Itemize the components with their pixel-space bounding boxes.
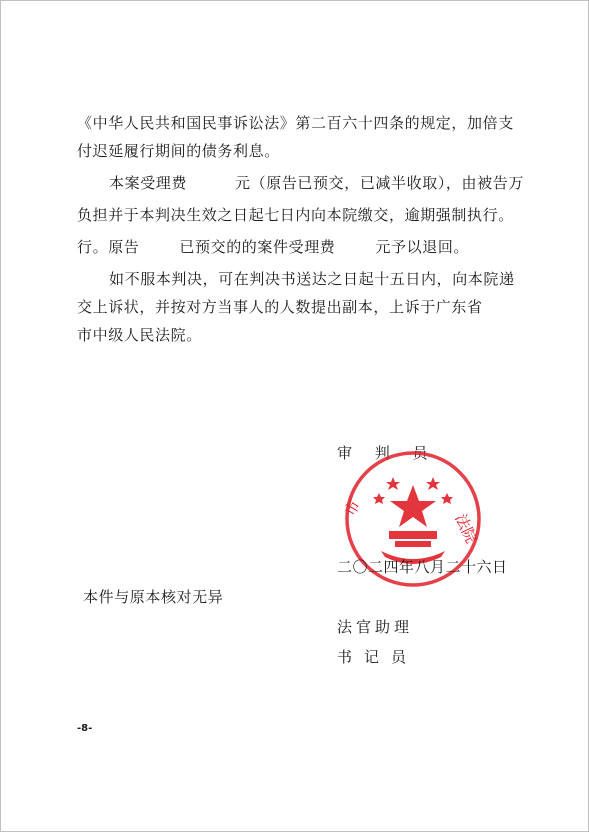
body-line-4: 负担并于本判决生效之日起七日内向本院缴交，逾期强制执行。 — [77, 206, 514, 224]
refund-suffix: 元予以退回。 — [375, 238, 470, 256]
fee-label: 本案受理费 — [109, 174, 188, 192]
judgment-date: 二〇二四年八月二十六日 — [337, 558, 508, 576]
refund-middle: 已预交的的案件受理费 — [179, 238, 336, 256]
verification-note: 本件与原本核对无异 — [83, 588, 224, 606]
judge-label: 审 判 员 — [337, 444, 437, 462]
fee-note: 元（原告已预交，已减半收取），由被告万 — [235, 174, 524, 192]
body-line-6: 如不服本判决，可在判决书送达之日起十五日内，向本院递 — [109, 270, 515, 288]
body-line-7: 交上诉状，并按对方当事人的人数提出副本，上诉于广东省 — [77, 298, 483, 316]
assistant-label: 法官助理 — [337, 618, 414, 636]
seal-text-right: 法院 — [451, 511, 481, 546]
body-line-5 — [77, 237, 469, 257]
seal-text-left: 市 — [340, 496, 364, 519]
page-number: -8- — [77, 723, 93, 734]
refund-prefix: 行。原告 — [77, 238, 140, 256]
body-line-1: 《中华人民共和国民事诉讼法》第二百六十四条的规定，加倍支 — [77, 114, 514, 132]
body-line-3 — [109, 173, 524, 193]
body-line-8: 市中级人民法院。 — [77, 326, 202, 344]
clerk-label: 书记员 — [337, 648, 419, 666]
body-line-2: 付迟延履行期间的债务利息。 — [77, 142, 280, 160]
